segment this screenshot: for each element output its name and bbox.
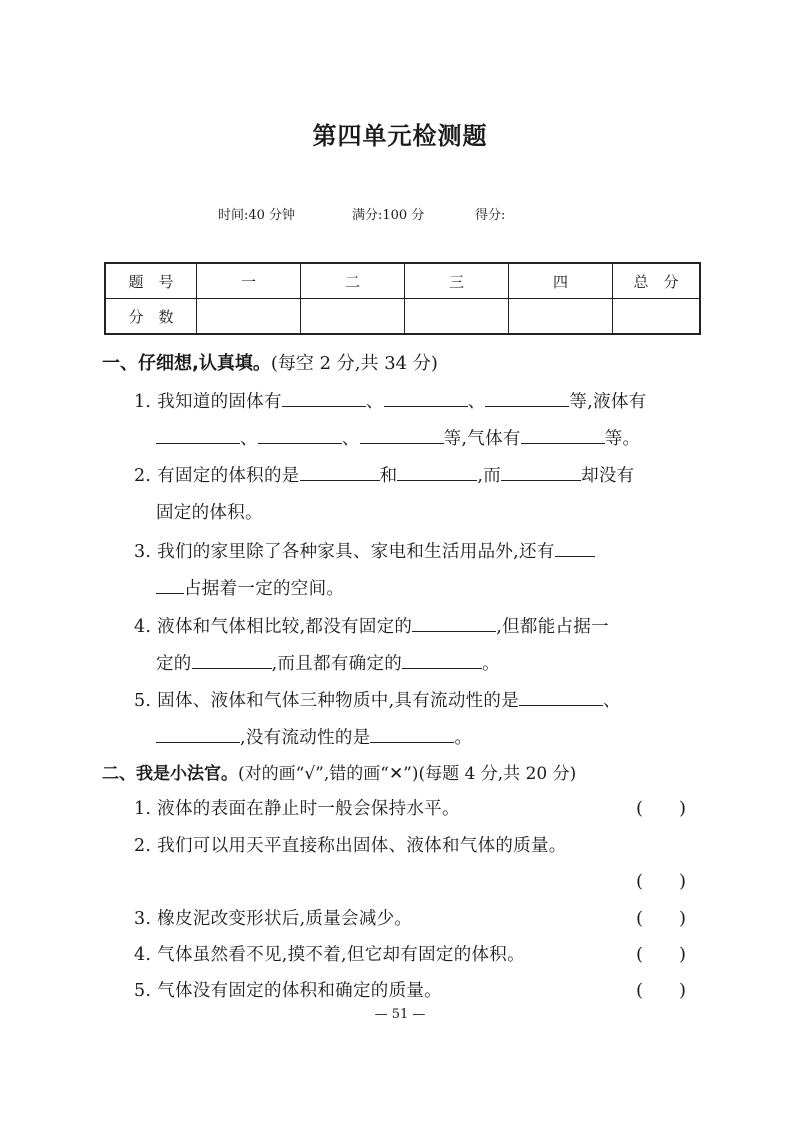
question-text: 、 bbox=[603, 691, 621, 711]
question-text: 气体没有固定的体积和确定的质量。 bbox=[157, 981, 442, 1001]
score-input-cell[interactable] bbox=[301, 299, 405, 335]
question-2-line-2: 固定的体积。 bbox=[156, 503, 263, 523]
question-text: 。 bbox=[482, 654, 500, 674]
question-text: 。 bbox=[454, 728, 473, 748]
judge-item-3 bbox=[134, 905, 412, 930]
answer-blank[interactable] bbox=[156, 726, 240, 743]
judge-item-1 bbox=[134, 795, 460, 820]
table-cell: 一 bbox=[197, 263, 301, 299]
question-number: 4. bbox=[134, 945, 152, 965]
question-text: 有固定的体积的是 bbox=[157, 466, 300, 486]
score-input-cell[interactable] bbox=[197, 299, 301, 335]
score-table-header-row bbox=[105, 263, 700, 299]
answer-blank[interactable] bbox=[555, 540, 595, 557]
table-cell: 总 分 bbox=[613, 263, 701, 299]
question-text: 和 bbox=[379, 466, 398, 486]
question-text: 我们的家里除了各种家具、家电和生活用品外,还有 bbox=[157, 542, 555, 562]
question-text: 等,气体有 bbox=[443, 429, 521, 449]
answer-blank[interactable] bbox=[384, 390, 468, 407]
answer-blank[interactable] bbox=[300, 464, 380, 481]
section2-heading bbox=[102, 759, 576, 784]
question-4-line-2 bbox=[156, 650, 500, 675]
answer-blank[interactable] bbox=[282, 390, 366, 407]
question-4-line-1 bbox=[134, 613, 609, 638]
question-1-line-1 bbox=[134, 388, 646, 413]
table-cell: 三 bbox=[405, 263, 509, 299]
table-cell: 四 bbox=[509, 263, 613, 299]
question-3-line-2 bbox=[156, 575, 344, 600]
question-text: ,而 bbox=[477, 466, 502, 486]
answer-blank[interactable] bbox=[370, 726, 454, 743]
question-text: ,但都能占据一 bbox=[496, 617, 609, 637]
section2-title: 二、我是小法官。 bbox=[102, 764, 238, 784]
question-text: 、 bbox=[240, 429, 258, 449]
question-text: 、 bbox=[467, 392, 486, 412]
section2-instruction: (对的画“√”,错的画“✕”) bbox=[238, 764, 419, 784]
question-3-line-1 bbox=[134, 538, 595, 563]
question-text: 液体和气体相比较,都没有固定的 bbox=[157, 617, 413, 637]
question-number: 1. bbox=[134, 799, 152, 819]
question-number: 5. bbox=[134, 981, 152, 1001]
question-number: 3. bbox=[134, 542, 152, 562]
answer-blank[interactable] bbox=[519, 689, 603, 706]
score-table bbox=[104, 262, 701, 335]
page-title: 第四单元检测题 bbox=[312, 122, 488, 150]
answer-blank[interactable] bbox=[156, 577, 184, 594]
question-text: 橡皮泥改变形状后,质量会减少。 bbox=[157, 909, 413, 929]
score-input-cell[interactable] bbox=[509, 299, 613, 335]
question-text: 等,液体有 bbox=[569, 392, 647, 412]
answer-blank[interactable] bbox=[501, 464, 581, 481]
table-cell: 二 bbox=[301, 263, 405, 299]
question-text: ,而且都有确定的 bbox=[271, 654, 403, 674]
question-text: 、 bbox=[365, 392, 384, 412]
question-5-line-1 bbox=[134, 687, 621, 712]
answer-blank[interactable] bbox=[360, 427, 444, 444]
question-text: 却没有 bbox=[581, 466, 635, 486]
answer-blank[interactable] bbox=[521, 427, 605, 444]
question-text: 定的 bbox=[156, 654, 192, 674]
question-text: 我们可以用天平直接称出固体、液体和气体的质量。 bbox=[157, 836, 567, 856]
score-input-cell[interactable] bbox=[405, 299, 509, 335]
question-text: 、 bbox=[341, 429, 360, 449]
answer-blank[interactable] bbox=[156, 427, 240, 444]
answer-blank[interactable] bbox=[402, 652, 482, 669]
judge-item-2 bbox=[134, 832, 567, 857]
question-number: 2. bbox=[134, 836, 152, 856]
section1-heading bbox=[102, 349, 438, 375]
question-2-line-1 bbox=[134, 462, 634, 487]
question-text: 液体的表面在静止时一般会保持水平。 bbox=[157, 799, 460, 819]
question-number: 2. bbox=[134, 466, 152, 486]
answer-blank[interactable] bbox=[397, 464, 477, 481]
answer-blank[interactable] bbox=[485, 390, 569, 407]
section2-note: (每题 4 分,共 20 分) bbox=[418, 764, 577, 784]
table-cell: 分 数 bbox=[105, 299, 197, 335]
question-text: 等。 bbox=[604, 429, 641, 449]
question-text: 占据着一定的空间。 bbox=[184, 579, 345, 599]
answer-parentheses[interactable]: ( ) bbox=[636, 944, 687, 965]
answer-parentheses[interactable]: ( ) bbox=[636, 908, 687, 929]
answer-blank[interactable] bbox=[192, 652, 272, 669]
question-5-line-2 bbox=[156, 724, 472, 749]
question-text: 我知道的固体有 bbox=[157, 392, 282, 412]
full-score: 满分:100 分 bbox=[352, 208, 425, 223]
score-table-score-row bbox=[105, 299, 700, 335]
question-text: 固体、液体和气体三种物质中,具有流动性的是 bbox=[157, 691, 520, 711]
answer-parentheses[interactable]: ( ) bbox=[636, 798, 687, 819]
answer-parentheses[interactable]: ( ) bbox=[636, 871, 687, 892]
section1-title: 一、仔细想,认真填。 bbox=[102, 353, 271, 374]
score-label: 得分: bbox=[475, 208, 506, 223]
question-text: ,没有流动性的是 bbox=[240, 728, 371, 748]
score-input-cell[interactable] bbox=[613, 299, 701, 335]
question-number: 5. bbox=[134, 691, 152, 711]
answer-blank[interactable] bbox=[258, 427, 342, 444]
answer-blank[interactable] bbox=[412, 615, 496, 632]
question-text: 气体虽然看不见,摸不着,但它却有固定的体积。 bbox=[157, 945, 525, 965]
judge-item-5 bbox=[134, 977, 442, 1002]
page-number: — 51 — bbox=[374, 1007, 426, 1022]
question-1-line-2 bbox=[156, 425, 640, 450]
time-limit: 时间:40 分钟 bbox=[218, 208, 296, 223]
question-number: 4. bbox=[134, 617, 152, 637]
answer-parentheses[interactable]: ( ) bbox=[636, 980, 687, 1001]
question-number: 1. bbox=[134, 392, 152, 412]
table-cell: 题 号 bbox=[105, 263, 197, 299]
question-number: 3. bbox=[134, 909, 152, 929]
judge-item-4 bbox=[134, 941, 525, 966]
section1-note: (每空 2 分,共 34 分) bbox=[270, 353, 438, 374]
